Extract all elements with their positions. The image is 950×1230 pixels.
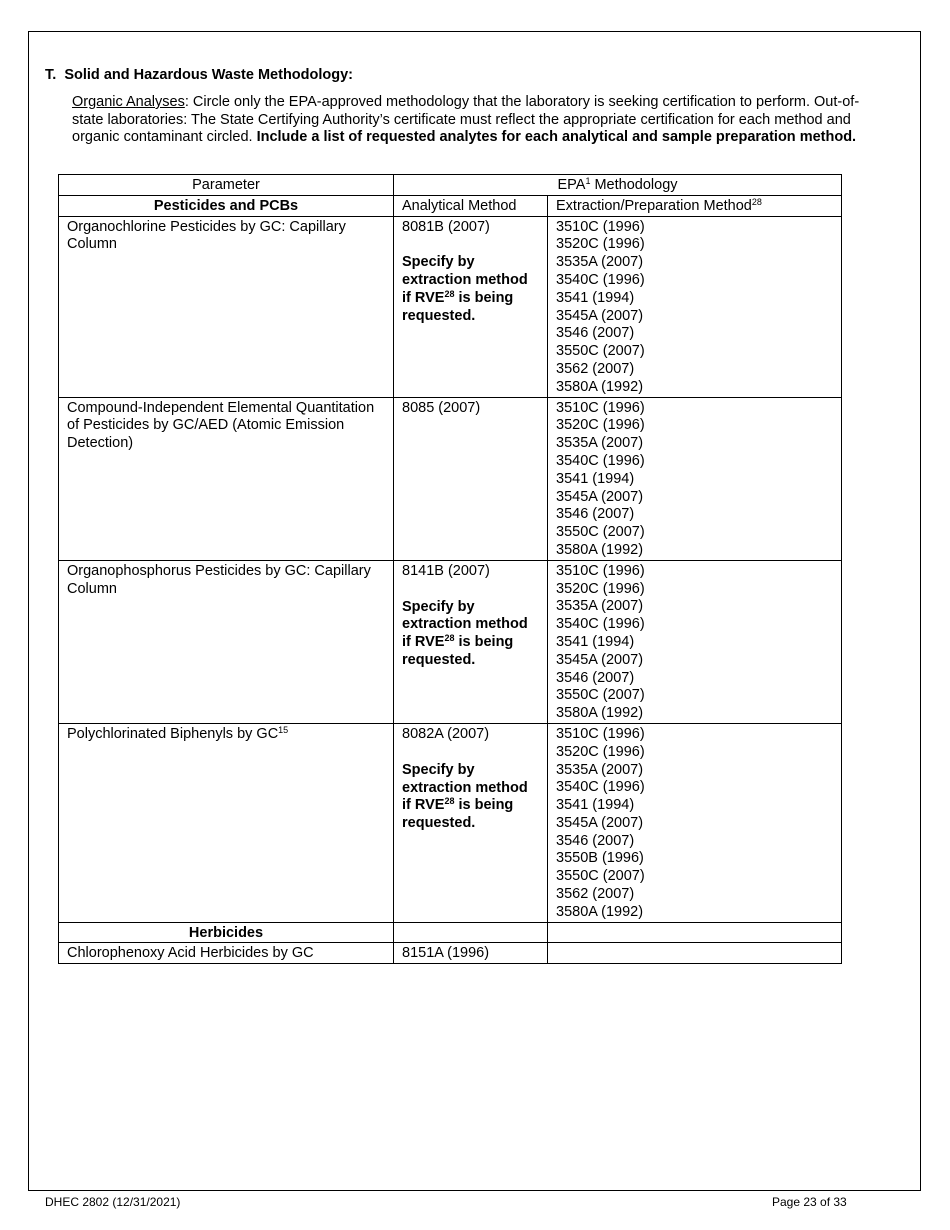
row-extraction-list: 3510C (1996) 3520C (1996) 3535A (2007) 3540C (1996) 3541 (1994) 3545A (2007) 3546 (2007) 3550C (2007) 3562 (2007) 3580A (1992) [548, 216, 842, 397]
header-epa-methodology: EPA$^1$ Methodology [394, 175, 842, 196]
table-row [59, 216, 842, 397]
table-row [59, 397, 842, 560]
row-method: 8085 (2007) [394, 397, 548, 560]
intro-paragraph [72, 94, 887, 147]
intro-bold: Include a list of requested analytes for each analytical and sample preparation method. [256, 129, 857, 145]
section-title: T. Solid and Hazardous Waste Methodology: [45, 67, 354, 83]
row-method: 8082A (2007) Specify by extraction method if RVE$^{28}$ is being requested. [394, 723, 548, 922]
herbicides-header-row [59, 922, 842, 943]
row-method: 8081B (2007) Specify by extraction method if RVE$^{28}$ is being requested. [394, 216, 548, 397]
intro-text: : Circle only the EPA-approved methodology that the laboratory is seeking certification to perform. Out-of-state laboratories: The State Certifying Authority’s certificate must reflect the appropriate certification for each method and organic contaminant circled. [72, 94, 860, 145]
row-parameter: Compound-Independent Elemental Quantitation of Pesticides by GC/AED (Atomic Emission Detection) [59, 397, 394, 560]
header-parameter: Parameter [59, 175, 394, 196]
herbicides-header: Herbicides [59, 922, 394, 943]
row-parameter: Chlorophenoxy Acid Herbicides by GC [59, 943, 394, 964]
table-row [59, 723, 842, 922]
intro-underlined: Organic Analyses [72, 94, 185, 110]
row-extraction-list: 3510C (1996) 3520C (1996) 3535A (2007) 3540C (1996) 3541 (1994) 3545A (2007) 3546 (2007) 3550C (2007) 3580A (1992) [548, 397, 842, 560]
table-subheader-row [59, 195, 842, 216]
row-parameter: Polychlorinated Biphenyls by GC$^{15}$ [59, 723, 394, 922]
table-row [59, 560, 842, 723]
specify-note: Specify by extraction method if RVE$^{28}$ is being requested. [402, 254, 528, 324]
methodology-table [58, 174, 842, 964]
row-parameter: Organophosphorus Pesticides by GC: Capillary Column [59, 560, 394, 723]
row-parameter: Organochlorine Pesticides by GC: Capillary Column [59, 216, 394, 397]
subheader-extraction: Extraction/Preparation Method$^{28}$ [548, 195, 842, 216]
subheader-analytical: Analytical Method [394, 195, 548, 216]
specify-note: Specify by extraction method if RVE$^{28}$ is being requested. [402, 598, 528, 668]
row-method: 8141B (2007) Specify by extraction method if RVE$^{28}$ is being requested. [394, 560, 548, 723]
table-row [59, 943, 842, 964]
table-header-row [59, 175, 842, 196]
subheader-group: Pesticides and PCBs [59, 195, 394, 216]
form-number: DHEC 2802 (12/31/2021) [45, 1195, 181, 1209]
row-extraction-list: 3510C (1996) 3520C (1996) 3535A (2007) 3540C (1996) 3541 (1994) 3545A (2007) 3546 (2007) 3550B (1996) 3550C (2007) 3562 (2007) 3580A (1992) [548, 723, 842, 922]
specify-note: Specify by extraction method if RVE$^{28}$ is being requested. [402, 761, 528, 832]
row-method: 8151A (1996) [394, 943, 548, 964]
page-number: Page 23 of 33 [772, 1195, 847, 1209]
row-extraction-list: 3510C (1996) 3520C (1996) 3535A (2007) 3540C (1996) 3541 (1994) 3545A (2007) 3546 (2007) 3550C (2007) 3580A (1992) [548, 560, 842, 723]
